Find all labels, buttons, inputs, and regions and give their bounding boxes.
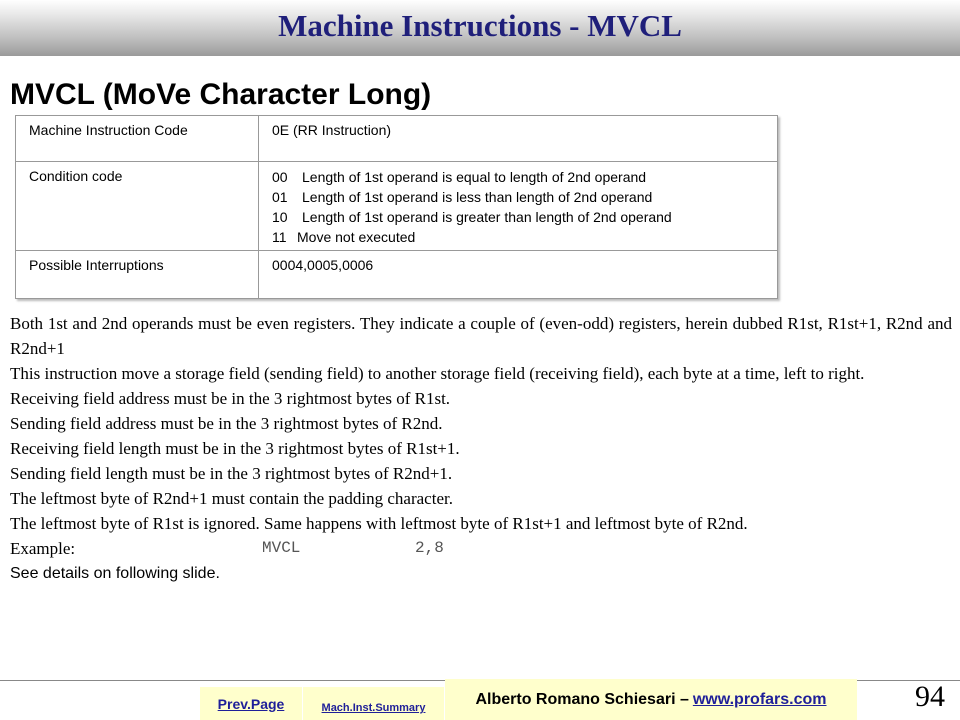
table-row <box>16 162 777 251</box>
condition-code-item <box>272 188 762 206</box>
row-label-interruptions: Possible Interruptions <box>29 257 164 273</box>
cc-code: 11 <box>272 229 287 245</box>
author-credit <box>445 679 857 720</box>
cc-code: 01 <box>272 189 288 205</box>
row-value-machine-code: 0E (RR Instruction) <box>272 122 392 138</box>
body-paragraph: The leftmost byte of R1st is ignored. Same happens with leftmost byte of R1st+1 and leftmost byte of R2nd. <box>10 514 748 533</box>
example-row <box>10 536 952 561</box>
cc-code: 00 <box>272 169 288 185</box>
see-details-note: See details on following slide. <box>10 565 220 582</box>
example-operands: 2,8 <box>415 539 444 557</box>
example-label: Example: <box>10 539 76 558</box>
body-text <box>10 311 952 586</box>
title-bar <box>0 0 960 56</box>
row-label-condition-code: Condition code <box>29 168 123 184</box>
row-label-machine-code: Machine Instruction Code <box>29 122 188 138</box>
slide-title: Machine Instructions - MVCL <box>278 8 682 43</box>
condition-code-list <box>272 168 762 248</box>
condition-code-item <box>272 228 762 246</box>
page-number: 94 <box>915 680 945 713</box>
body-paragraph: The leftmost byte of R2nd+1 must contain the padding character. <box>10 489 453 508</box>
instruction-summary-link[interactable]: Mach.Inst.Summary <box>303 687 444 720</box>
instruction-info-table <box>15 115 778 299</box>
body-paragraph: Receiving field address must be in the 3 rightmost bytes of R1st. <box>10 389 451 408</box>
cc-text: Length of 1st operand is less than length of 2nd operand <box>302 189 653 205</box>
cc-text: Move not executed <box>297 229 416 245</box>
table-row <box>16 116 777 162</box>
body-paragraph: Sending field length must be in the 3 rightmost bytes of R2nd+1. <box>10 464 453 483</box>
author-name: Alberto Romano Schiesari – <box>475 690 689 708</box>
condition-code-item <box>272 168 762 186</box>
example-opcode: MVCL <box>262 539 301 557</box>
slide-heading: MVCL (MoVe Character Long) <box>10 78 432 111</box>
cc-text: Length of 1st operand is greater than length of 2nd operand <box>302 209 672 225</box>
body-paragraph: This instruction move a storage field (sending field) to another storage field (receiving field), each byte at a time, left to right. <box>10 364 865 383</box>
table-row <box>16 251 777 298</box>
row-value-interruptions: 0004,0005,0006 <box>272 257 374 273</box>
body-paragraph: Sending field address must be in the 3 rightmost bytes of R2nd. <box>10 414 443 433</box>
cc-text: Length of 1st operand is equal to length of 2nd operand <box>302 169 647 185</box>
body-paragraph: Both 1st and 2nd operands must be even registers. They indicate a couple of (even-odd) registers, herein dubbed R1st, R1st+1, R2nd and R2nd+1 <box>10 314 952 358</box>
cc-code: 10 <box>272 209 288 225</box>
prev-page-link[interactable]: Prev.Page <box>200 687 302 720</box>
body-paragraph: Receiving field length must be in the 3 rightmost bytes of R1st+1. <box>10 439 460 458</box>
condition-code-item <box>272 208 762 226</box>
website-link[interactable]: www.profars.com <box>692 690 827 708</box>
